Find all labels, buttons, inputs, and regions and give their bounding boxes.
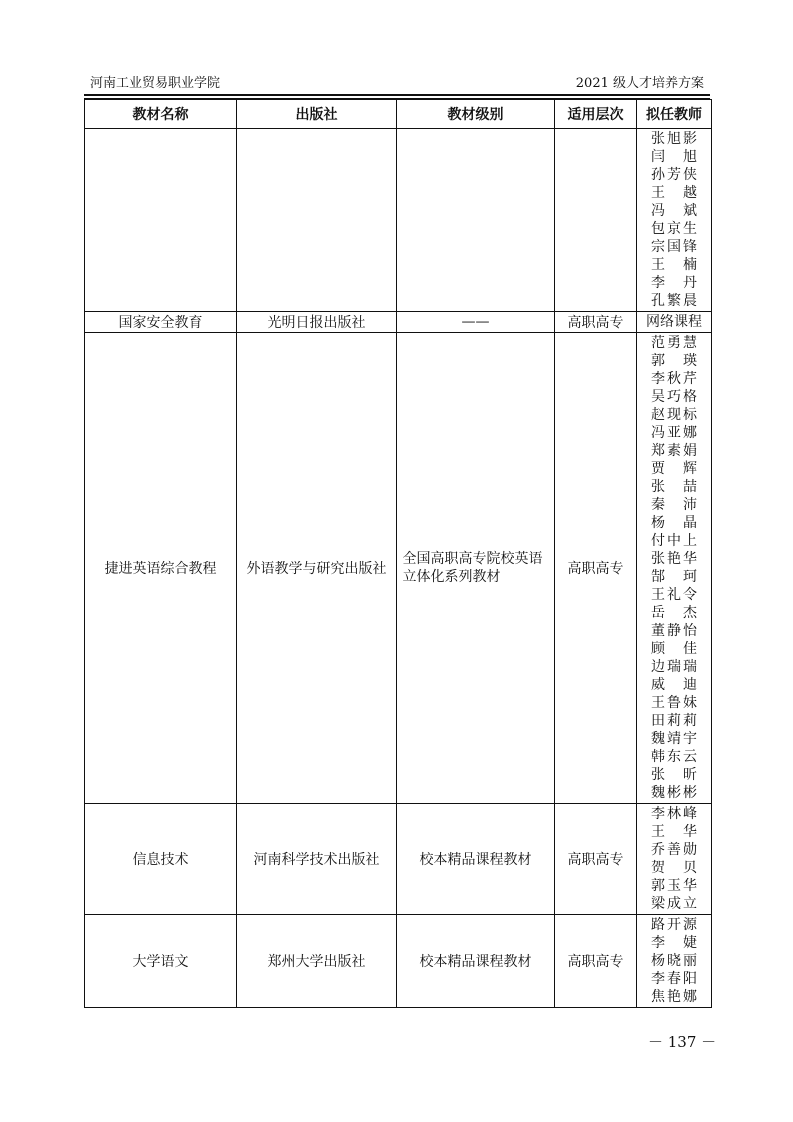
teacher-name: 岳杰 [651, 605, 697, 621]
teacher-name: 秦沛 [651, 497, 697, 513]
teacher-name: 付中上 [651, 533, 697, 549]
table-row [85, 333, 712, 804]
publisher-cell: 外语教学与研究出版社 [237, 333, 397, 804]
teachers-cell [637, 312, 712, 333]
teacher-name: 李秋芹 [651, 371, 697, 387]
textbook-name-cell: 信息技术 [85, 804, 237, 915]
teacher-name: 魏彬彬 [651, 785, 697, 801]
table-row [85, 804, 712, 915]
teacher-name: 吴巧格 [651, 389, 697, 405]
textbook-name-cell [85, 129, 237, 312]
col-header-textbook-level: 教材级别 [397, 100, 555, 129]
applicable-level-cell: 高职高专 [555, 312, 637, 333]
teacher-name: 乔善勋 [651, 842, 697, 858]
col-header-publisher: 出版社 [237, 100, 397, 129]
textbook-level-cell: 校本精品课程教材 [397, 804, 555, 915]
teacher-name: 李林峰 [651, 806, 697, 822]
teacher-name: 包京生 [651, 221, 697, 237]
teacher-name: 闫旭 [651, 149, 697, 165]
textbook-level-text: 全国高职高专院校英语立体化系列教材 [402, 551, 543, 585]
institution-name: 河南工业贸易职业学院 [90, 76, 221, 91]
teacher-name: 边瑞瑞 [651, 659, 697, 675]
textbook-name-cell: 捷进英语综合教程 [85, 333, 237, 804]
publisher-cell: 河南科学技术出版社 [237, 804, 397, 915]
teacher-name: 田莉莉 [651, 713, 697, 729]
teachers-cell [637, 129, 712, 312]
teacher-name: 焦艳娜 [651, 989, 697, 1005]
textbook-table [84, 99, 712, 1008]
applicable-level-cell: 高职高专 [555, 333, 637, 804]
teacher-name: 魏靖宇 [651, 731, 697, 747]
table-header-row [85, 100, 712, 129]
page-number: － 137 － [648, 1033, 717, 1051]
publisher-cell: 郑州大学出版社 [237, 915, 397, 1008]
teacher-name: 梁成立 [651, 896, 697, 912]
teacher-name: 孙芳侠 [651, 167, 697, 183]
teacher-name: 张旭影 [651, 131, 697, 147]
teacher-name: 李春阳 [651, 971, 697, 987]
teacher-name: 孔繁晨 [651, 293, 697, 309]
header-rule-thick [84, 94, 710, 96]
table-row [85, 129, 712, 312]
teacher-name: 张喆 [651, 479, 697, 495]
teacher-name: 郭玉华 [651, 878, 697, 894]
col-header-applicable-level: 适用层次 [555, 100, 637, 129]
teacher-name: 李婕 [651, 935, 697, 951]
textbook-level-cell [397, 129, 555, 312]
teacher-name: 王华 [651, 824, 697, 840]
teacher-name: 顾佳 [651, 641, 697, 657]
teacher-name: 王越 [651, 185, 697, 201]
document-title: 2021 级人才培养方案 [575, 76, 704, 91]
teacher-name: 王礼令 [651, 587, 697, 603]
teachers-cell [637, 333, 712, 804]
publisher-cell: 光明日报出版社 [237, 312, 397, 333]
teacher-name: 郜珂 [651, 569, 697, 585]
teacher-name: 范勇慧 [651, 335, 697, 351]
teacher-name: 董静怡 [651, 623, 697, 639]
teacher-list [637, 129, 711, 311]
teacher-name: 贺贝 [651, 860, 697, 876]
teacher-name: 张昕 [651, 767, 697, 783]
page-header [84, 74, 710, 94]
teacher-name: 网络课程 [646, 314, 702, 330]
textbook-name-cell: 国家安全教育 [85, 312, 237, 333]
textbook-level-cell: 校本精品课程教材 [397, 915, 555, 1008]
teacher-name: 路开源 [651, 917, 697, 933]
applicable-level-cell: 高职高专 [555, 915, 637, 1008]
teacher-name: 杨晶 [651, 515, 697, 531]
publisher-cell [237, 129, 397, 312]
col-header-textbook-name: 教材名称 [85, 100, 237, 129]
applicable-level-cell: 高职高专 [555, 804, 637, 915]
teacher-name: 张艳华 [651, 551, 697, 567]
teacher-name: 王楠 [651, 257, 697, 273]
teacher-list [637, 333, 711, 803]
textbook-name-cell: 大学语文 [85, 915, 237, 1008]
teachers-cell [637, 915, 712, 1008]
table-row [85, 312, 712, 333]
teacher-name: 杨晓丽 [651, 953, 697, 969]
teacher-name: 王鲁妹 [651, 695, 697, 711]
textbook-level-cell: —— [397, 312, 555, 333]
teacher-name: 宗国锋 [651, 239, 697, 255]
teacher-name: 郑素娟 [651, 443, 697, 459]
textbook-level-cell [397, 333, 555, 804]
table-row [85, 915, 712, 1008]
applicable-level-cell [555, 129, 637, 312]
teacher-name: 贾辉 [651, 461, 697, 477]
teacher-name: 李丹 [651, 275, 697, 291]
teacher-list [637, 915, 711, 1007]
col-header-teachers: 拟任教师 [637, 100, 712, 129]
teacher-name: 威迪 [651, 677, 697, 693]
teacher-name: 冯斌 [651, 203, 697, 219]
teacher-name: 赵现标 [651, 407, 697, 423]
teacher-name: 郭瑛 [651, 353, 697, 369]
teacher-list [637, 312, 711, 332]
teacher-name: 韩东云 [651, 749, 697, 765]
teacher-list [637, 804, 711, 914]
teacher-name: 冯亚娜 [651, 425, 697, 441]
teachers-cell [637, 804, 712, 915]
